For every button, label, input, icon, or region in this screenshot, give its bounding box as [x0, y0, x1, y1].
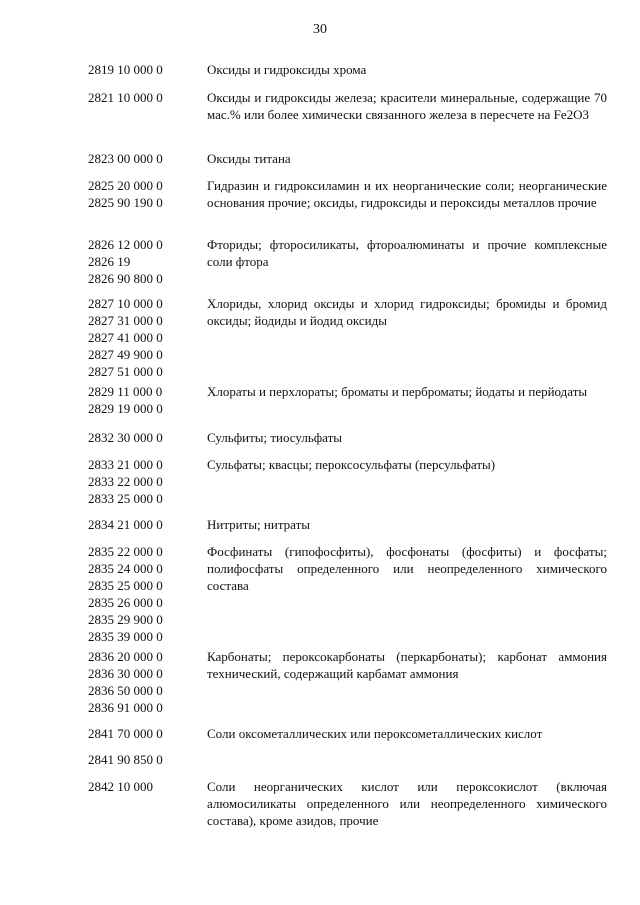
hs-code: 2826 19 [88, 254, 131, 269]
hs-code: 2829 11 000 0 [88, 384, 163, 399]
code-cell [88, 429, 198, 446]
hs-code: 2833 25 000 0 [88, 491, 163, 506]
hs-code: 2827 10 000 0 [88, 296, 163, 311]
description-cell: Соли оксометаллических или пероксометаллических кислот [207, 726, 543, 741]
hs-code: 2835 29 900 0 [88, 612, 163, 627]
description-cell: Сульфаты; квасцы; пероксосульфаты (персульфаты) [207, 457, 496, 472]
description-cell: Фосфинаты (гипофосфиты), фосфонаты (фосфиты) и фосфаты; полифосфаты определенного или неопределенного химического состава [207, 544, 607, 593]
hs-code: 2829 19 000 0 [88, 401, 163, 416]
hs-code: 2842 10 000 [88, 779, 153, 794]
hs-code: 2827 49 900 0 [88, 347, 163, 362]
code-cell [88, 61, 198, 78]
description-cell: Соли неорганических кислот или пероксокислот (включая алюмосиликаты определенного или неопределенного химического состава), кроме азидов, прочие [207, 779, 607, 828]
hs-code: 2826 12 000 0 [88, 237, 163, 252]
hs-code: 2834 21 000 0 [88, 517, 163, 532]
hs-code: 2827 31 000 0 [88, 313, 163, 328]
page-number: 30 [313, 22, 327, 37]
code-cell [88, 89, 198, 106]
hs-code: 2833 22 000 0 [88, 474, 163, 489]
hs-code: 2826 90 800 0 [88, 271, 163, 286]
hs-code: 2825 20 000 0 [88, 178, 163, 193]
code-cell [88, 456, 198, 507]
hs-code: 2827 41 000 0 [88, 330, 163, 345]
hs-code: 2835 24 000 0 [88, 561, 163, 576]
hs-code: 2819 10 000 0 [88, 62, 163, 77]
hs-code: 2835 26 000 0 [88, 595, 163, 610]
hs-code: 2835 25 000 0 [88, 578, 163, 593]
description-cell: Нитриты; нитраты [207, 517, 311, 532]
description-cell: Гидразин и гидроксиламин и их неорганические соли; неорганические основания прочие; оксиды, гидроксиды и пероксиды металлов прочие [207, 178, 607, 210]
description-cell: Сульфиты; тиосульфаты [207, 430, 343, 445]
hs-code: 2835 39 000 0 [88, 629, 163, 644]
hs-code: 2836 20 000 0 [88, 649, 163, 664]
code-cell [88, 543, 198, 645]
description-cell: Фториды; фторосиликаты, фтороалюминаты и прочие комплексные соли фтора [207, 237, 607, 269]
description-cell: Хлориды, хлорид оксиды и хлорид гидроксиды; бромиды и бромид оксиды; йодиды и йодид оксиды [207, 296, 607, 328]
hs-code: 2832 30 000 0 [88, 430, 163, 445]
description-cell: Карбонаты; пероксокарбонаты (перкарбонаты); карбонат аммония технический, содержащий карбамат аммония [207, 649, 607, 681]
code-cell [88, 725, 198, 742]
description-cell: Оксиды и гидроксиды железа; красители минеральные, содержащие 70 мас.% или более химически связанного железа в пересчете на Fe2O3 [207, 90, 607, 122]
hs-code: 2823 00 000 0 [88, 151, 163, 166]
description-cell: Оксиды и гидроксиды хрома [207, 62, 367, 77]
description-cell: Оксиды титана [207, 151, 291, 166]
code-cell [88, 778, 198, 795]
code-cell [88, 177, 198, 211]
hs-code: 2836 30 000 0 [88, 666, 163, 681]
code-cell [88, 236, 198, 287]
code-cell [88, 751, 198, 768]
hs-code: 2836 91 000 0 [88, 700, 163, 715]
code-cell [88, 516, 198, 533]
hs-code: 2836 50 000 0 [88, 683, 163, 698]
hs-code: 2825 90 190 0 [88, 195, 163, 210]
code-cell [88, 383, 198, 417]
hs-code: 2841 70 000 0 [88, 726, 163, 741]
code-cell [88, 150, 198, 167]
hs-code: 2841 90 850 0 [88, 752, 163, 767]
hs-code: 2821 10 000 0 [88, 90, 163, 105]
hs-code: 2827 51 000 0 [88, 364, 163, 379]
code-cell [88, 295, 198, 380]
code-cell [88, 648, 198, 716]
hs-code: 2835 22 000 0 [88, 544, 163, 559]
description-cell: Хлораты и перхлораты; броматы и перброматы; йодаты и перйодаты [207, 384, 588, 399]
hs-code: 2833 21 000 0 [88, 457, 163, 472]
